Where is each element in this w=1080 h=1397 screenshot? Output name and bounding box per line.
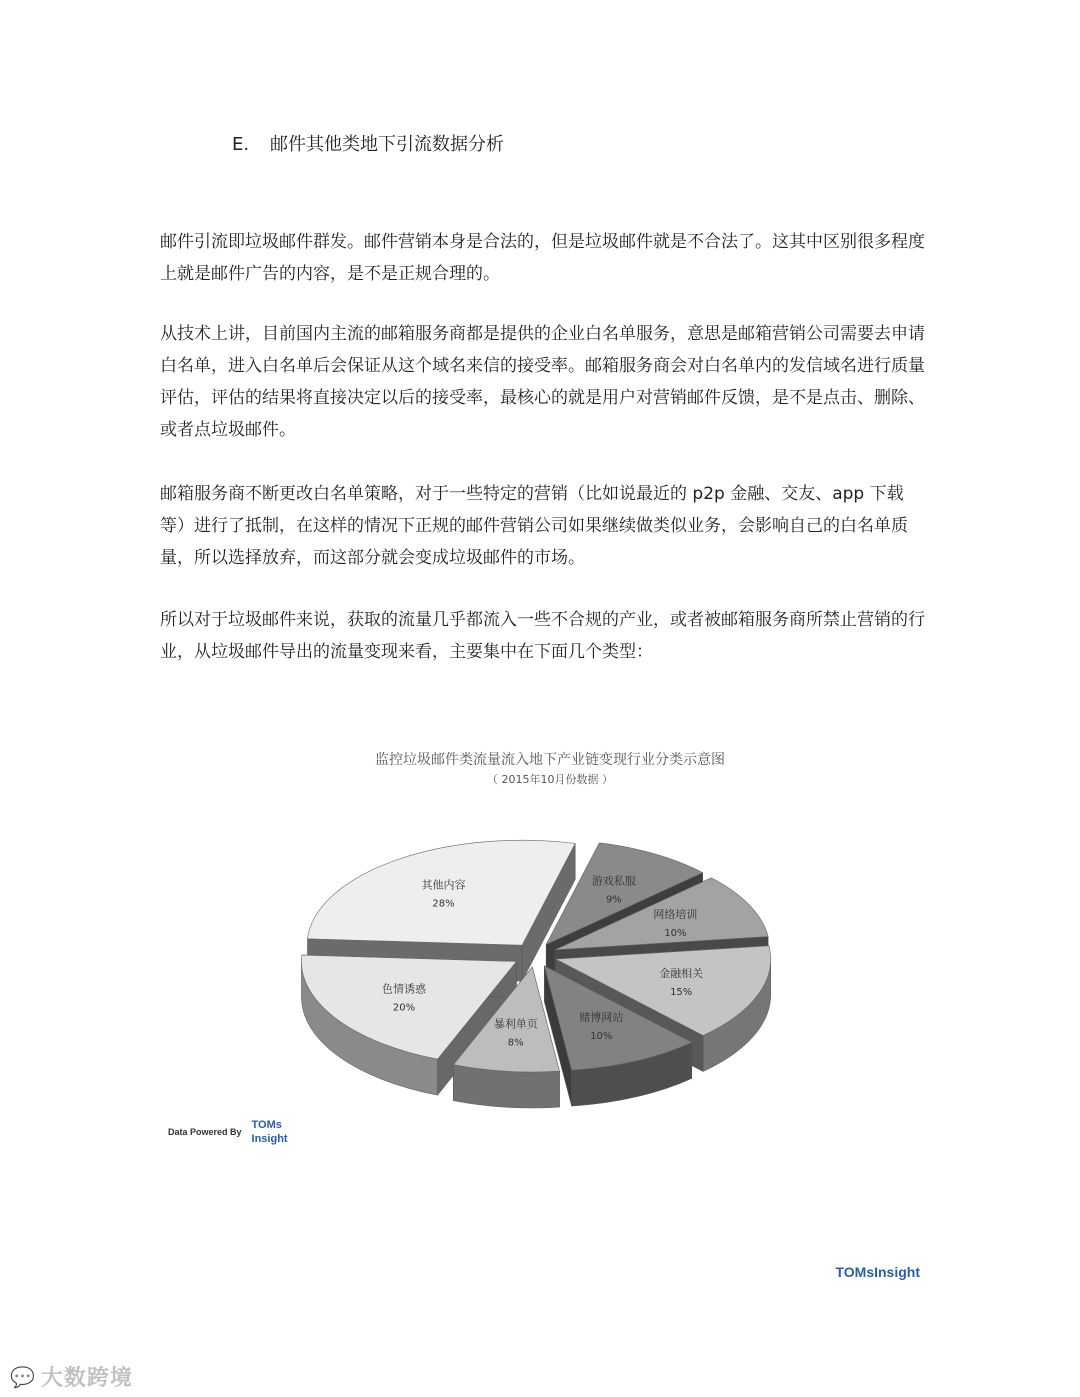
pie-chart-svg	[160, 740, 940, 1120]
slice-value-label: 8%	[507, 1037, 524, 1049]
chart-subtitle: （ 2015年10月份数据 ）	[487, 773, 613, 786]
slice-value-label: 10%	[590, 1030, 613, 1042]
slice-value-label: 20%	[392, 1002, 416, 1014]
section-heading	[232, 130, 504, 156]
slice-value-label: 10%	[664, 928, 687, 940]
watermark-text: 大数跨境	[40, 1366, 133, 1391]
slice-category-label: 暴利单页	[493, 1017, 538, 1031]
slice-category-label: 游戏私服	[591, 874, 636, 888]
watermark	[10, 1361, 133, 1392]
slice-category-label: 其他内容	[421, 878, 466, 892]
credit-brand	[252, 1118, 304, 1146]
chat-bubble-icon: 💬	[10, 1364, 35, 1389]
paragraph-2: 从技术上讲，目前国内主流的邮箱服务商都是提供的企业白名单服务，意思是邮箱营销公司需要去申请白名单，进入白名单后会保证从这个域名来信的接受率。邮箱服务商会对白名单内的发信域名进行质量评估，评估的结果将直接决定以后的接受率，最核心的就是用户对营销邮件反馈，是不是点击、删除、或者点垃圾邮件。	[160, 324, 925, 440]
section-number: E.	[232, 134, 250, 155]
slice-category-label: 金融相关	[659, 967, 704, 981]
credit-brand-line1: TOMs	[251, 1119, 282, 1131]
slice-category-label: 网络培训	[653, 908, 698, 922]
slice-value-label: 15%	[670, 987, 693, 999]
credit-prefix: Data Powered By	[168, 1127, 242, 1137]
pie-chart	[160, 740, 920, 1160]
chart-title: 监控垃圾邮件类流量流入地下产业链变现行业分类示意图	[375, 752, 725, 768]
slice-category-label: 色情诱惑	[381, 982, 426, 996]
slice-category-label: 赌博网站	[579, 1010, 624, 1024]
footer-brand: TOMsInsight	[835, 1264, 920, 1280]
credit-brand-line2: Insight	[251, 1133, 288, 1145]
slice-value-label: 9%	[605, 894, 622, 906]
paragraph-3: 邮箱服务商不断更改白名单策略，对于一些特定的营销（比如说最近的 p2p 金融、交友、app 下载等）进行了抵制，在这样的情况下正规的邮件营销公司如果继续做类似业务，会影响自己的白名单质量，所以选择放弃，而这部分就会变成垃圾邮件的市场。	[160, 484, 908, 568]
paragraph-4: 所以对于垃圾邮件来说，获取的流量几乎都流入一些不合规的产业，或者被邮箱服务商所禁止营销的行业，从垃圾邮件导出的流量变现来看，主要集中在下面几个类型：	[160, 610, 925, 662]
section-title: 邮件其他类地下引流数据分析	[270, 134, 504, 155]
data-credit	[168, 1118, 304, 1146]
slice-value-label: 28%	[432, 898, 455, 910]
paragraph-1: 邮件引流即垃圾邮件群发。邮件营销本身是合法的，但是垃圾邮件就是不合法了。这其中区别很多程度上就是邮件广告的内容，是不是正规合理的。	[160, 232, 925, 284]
